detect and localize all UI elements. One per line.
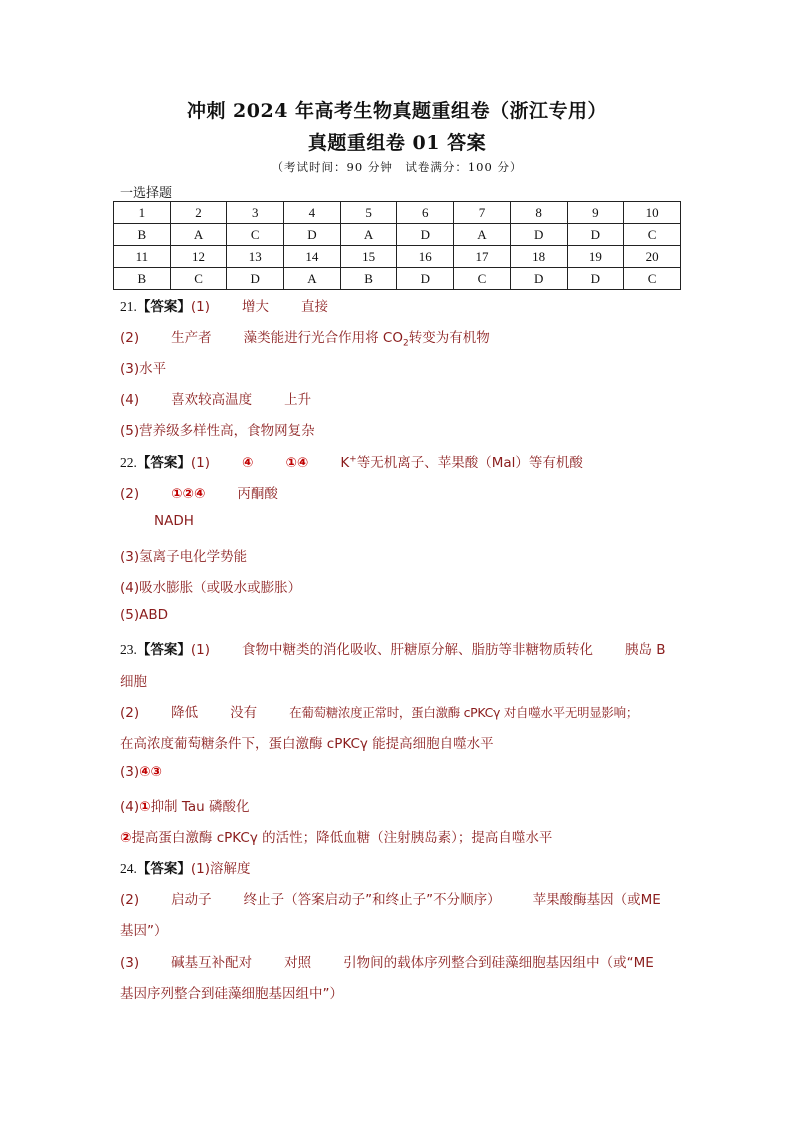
q21-line-2	[120, 326, 490, 349]
q21-part-2-label: (2)	[120, 330, 140, 346]
table-cell: 7	[454, 202, 511, 224]
q23-line-2-cont: 在高浓度葡萄糖条件下，蛋白激酶 cPKCγ 能提高细胞自噬水平	[120, 736, 494, 752]
q24-part-2-label: (2)	[120, 892, 140, 908]
page-title: 冲刺 2024 年高考生物真题重组卷（浙江专用）	[186, 100, 608, 122]
q23-line-2	[120, 701, 638, 721]
q21-line-3: (3)水平	[120, 361, 167, 377]
q22-part-1-label: (1)	[190, 455, 210, 471]
q22-part-2-answer-a: ①②④	[171, 486, 206, 502]
q21-part-4-answer-b: 上升	[284, 392, 312, 408]
q24-part-3-answer-a: 碱基互补配对	[171, 955, 253, 971]
q23-part-4-label: (4)	[120, 799, 140, 815]
q22-part-1-answer-a: ④	[242, 455, 254, 471]
table-cell: A	[340, 224, 397, 246]
q21-part-1-answer-b: 直接	[301, 299, 328, 315]
q22-part-2-label: (2)	[120, 486, 140, 502]
q22-line-2	[120, 482, 278, 502]
q21-co2-subscript: 2	[402, 338, 409, 349]
table-cell: 8	[510, 202, 567, 224]
page-subtitle: 真题重组卷 01 答案	[307, 132, 487, 154]
q24-part-3-answer-c: 引物间的载体序列整合到硅藻细胞基因组中（或“ME	[343, 955, 654, 971]
table-cell: C	[170, 268, 227, 290]
table-cell: 20	[624, 246, 681, 268]
q24-answer-tag: 【答案】	[136, 861, 191, 877]
q23-part-1-answer-a: 食物中糖类的消化吸收、肝糖原分解、脂肪等非糖物质转化	[242, 642, 593, 658]
q24-part-3-label: (3)	[120, 955, 140, 971]
table-row	[114, 246, 681, 268]
q21-line-4	[120, 388, 311, 408]
q23-line-1	[120, 638, 666, 658]
table-cell: 2	[170, 202, 227, 224]
table-cell: 9	[567, 202, 624, 224]
q22-line-3: (3)氢离子电化学势能	[120, 549, 248, 565]
q21-part-1-label: (1)	[190, 299, 210, 315]
table-row	[114, 202, 681, 224]
table-cell: D	[510, 224, 567, 246]
q21-answer-tag: 【答案】	[136, 299, 191, 315]
q23-part-4-answer-1: 抑制 Tau 磷酸化	[150, 799, 250, 815]
q23-answer-tag: 【答案】	[136, 642, 191, 658]
q23-part-4-answer-2: 提高蛋白激酶 cPKCγ 的活性；降低血糖（注射胰岛素）；提高自噬水平	[131, 830, 553, 846]
q23-line-4	[120, 795, 250, 815]
q24-part-3-answer-b: 对照	[284, 955, 312, 971]
q24-part-1-answer: (1)溶解度	[190, 861, 251, 877]
table-cell: D	[567, 268, 624, 290]
q23-part-3-answer: ④③	[139, 764, 162, 780]
table-cell: D	[227, 268, 284, 290]
table-cell: 12	[170, 246, 227, 268]
table-cell: C	[624, 224, 681, 246]
table-row	[114, 224, 681, 246]
table-cell: D	[510, 268, 567, 290]
q23-number: 23.	[120, 642, 137, 657]
q22-part-2-answer-b: 丙酮酸	[237, 486, 278, 502]
q21-part-4-answer-a: 喜欢较高温度	[171, 392, 253, 408]
q22-k-superscript: +	[349, 454, 357, 465]
q24-part-2-answer-c: 苹果酸酶基因（或ME	[532, 892, 661, 908]
table-cell: D	[397, 268, 454, 290]
q21-part-4-label: (4)	[120, 392, 140, 408]
q23-part-4-marker-1: ①	[139, 799, 151, 815]
q23-part-1-label: (1)	[190, 642, 210, 658]
q24-line-3-cont: 基因序列整合到硅藻细胞基因组中”）	[120, 986, 343, 1002]
table-cell: 19	[567, 246, 624, 268]
q22-answer-tag: 【答案】	[136, 455, 191, 471]
table-cell: C	[624, 268, 681, 290]
q23-part-2-answer-a: 降低	[171, 705, 199, 721]
q21-line-1	[120, 295, 328, 315]
q23-part-4-marker-2: ②	[120, 830, 132, 846]
q21-line-5: (5)营养级多样性高，食物网复杂	[120, 423, 315, 439]
table-cell: D	[567, 224, 624, 246]
table-cell: A	[284, 268, 341, 290]
exam-info: （考试时间：90 分钟 试卷满分：100 分）	[271, 160, 523, 174]
q23-part-2-answer-b: 没有	[230, 705, 258, 721]
table-cell: C	[454, 268, 511, 290]
table-cell: A	[170, 224, 227, 246]
table-cell: C	[227, 224, 284, 246]
table-cell: B	[340, 268, 397, 290]
table-cell: 18	[510, 246, 567, 268]
table-cell: A	[454, 224, 511, 246]
q21-number: 21.	[120, 299, 137, 314]
q23-part-1-answer-b: 胰岛 B	[625, 642, 666, 658]
table-cell: 6	[397, 202, 454, 224]
q22-number: 22.	[120, 455, 137, 470]
table-cell: B	[114, 224, 171, 246]
table-cell: 10	[624, 202, 681, 224]
q24-line-2	[120, 888, 661, 908]
q23-line-3	[120, 764, 162, 780]
q22-part-1-answer-c: K	[340, 455, 350, 471]
table-cell: 3	[227, 202, 284, 224]
table-cell: 16	[397, 246, 454, 268]
multiple-choice-answer-table	[113, 201, 681, 290]
table-cell: 11	[114, 246, 171, 268]
table-cell: 14	[284, 246, 341, 268]
q23-part-2-label: (2)	[120, 705, 140, 721]
table-cell: 5	[340, 202, 397, 224]
q23-part-2-answer-c: 在葡萄糖浓度正常时，蛋白激酶 cPKCγ 对自噬水平无明显影响；	[289, 705, 639, 720]
q24-number: 24.	[120, 861, 137, 876]
q22-line-1	[120, 451, 583, 471]
q24-part-2-answer-b: 终止子（答案启动子”和终止子”不分顺序）	[243, 892, 501, 908]
q22-line-5: (5)ABD	[120, 607, 169, 623]
q23-line-5	[120, 826, 552, 846]
table-cell: 4	[284, 202, 341, 224]
q22-part-1-answer-b: ①④	[285, 455, 309, 471]
q22-part-2-answer-c: NADH	[154, 513, 194, 529]
table-row	[114, 268, 681, 290]
table-cell: 15	[340, 246, 397, 268]
q24-line-3	[120, 951, 654, 971]
q24-line-1	[120, 857, 251, 877]
q23-line-1-cont: 细胞	[120, 674, 147, 690]
table-cell: D	[397, 224, 454, 246]
q23-part-3-label: (3)	[120, 764, 140, 780]
q24-line-2-cont: 基因”）	[120, 923, 168, 939]
q21-part-1-answer-a: 增大	[242, 299, 269, 315]
table-cell: 13	[227, 246, 284, 268]
q21-part-2-answer-b-end: 转变为有机物	[408, 330, 490, 346]
q22-part-1-answer-c-end: 等无机离子、苹果酸（Mal）等有机酸	[356, 455, 583, 471]
q24-part-2-answer-a: 启动子	[171, 892, 212, 908]
table-cell: 1	[114, 202, 171, 224]
q21-part-2-answer-b: 藻类能进行光合作用将 CO	[243, 330, 403, 346]
table-cell: B	[114, 268, 171, 290]
q22-line-4: (4)吸水膨胀（或吸水或膨胀）	[120, 580, 302, 596]
table-cell: 17	[454, 246, 511, 268]
table-cell: D	[284, 224, 341, 246]
section-label-multiple-choice: 一选择题	[120, 186, 173, 201]
q21-part-2-answer-a: 生产者	[171, 330, 212, 346]
